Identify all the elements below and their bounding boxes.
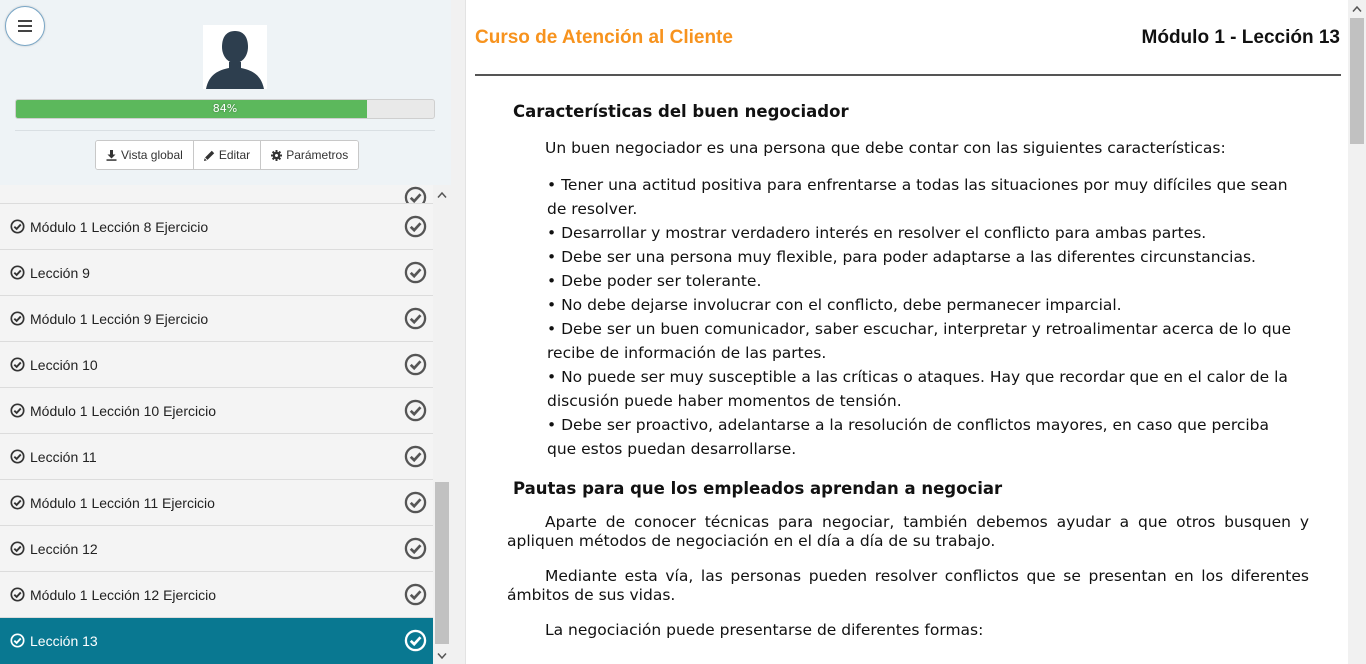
lesson-item-label: Lección 10 (30, 356, 98, 373)
header-separator (15, 130, 435, 131)
completed-check-icon (404, 629, 427, 652)
check-circle-icon (10, 633, 25, 648)
check-circle-icon (10, 449, 25, 464)
sidebar-scrollbar-thumb[interactable] (435, 482, 449, 644)
sidebar-button-group (95, 140, 359, 170)
characteristic-item: • Debe ser proactivo, adelantarse a la resolución de conflictos mayores, en caso que perciba que estos puedan desarrollarse. (547, 416, 1270, 458)
title-rule (475, 74, 1341, 76)
course-title: Curso de Atención al Cliente (475, 27, 733, 48)
characteristic-item: • Desarrollar y mostrar verdadero interés en resolver el conflicto para ambas partes. (547, 224, 1207, 242)
lesson-item-label: Lección 12 (30, 540, 98, 557)
characteristic-item: • Debe poder ser tolerante. (547, 272, 762, 290)
completed-check-icon (404, 307, 427, 330)
progress-label: 84% (212, 102, 238, 115)
lesson-item[interactable] (0, 526, 433, 572)
completed-check-icon (404, 537, 427, 560)
check-circle-icon (10, 495, 25, 510)
overview-button-label: Vista global (121, 148, 183, 162)
completed-check-icon (404, 353, 427, 376)
check-circle-icon (10, 219, 25, 234)
sidebar (0, 0, 451, 664)
lesson-item[interactable] (0, 342, 433, 388)
module-lesson-title: Módulo 1 - Lección 13 (1141, 27, 1340, 48)
check-circle-icon (10, 265, 25, 280)
paragraph-2: Mediante esta vía, las personas pueden resolver conflictos que se presentan en los diferentes ámbitos de sus vidas. (507, 567, 1309, 604)
characteristic-item: • Tener una actitud positiva para enfrentarse a todas las situaciones por muy difíciles que sean de resolver. (547, 176, 1288, 218)
characteristic-item: • Debe ser una persona muy flexible, para poder adaptarse a las diferentes circunstancias. (547, 248, 1256, 266)
progress-bar (15, 99, 435, 119)
completed-check-icon (404, 215, 427, 238)
content-scrollbar[interactable] (1348, 0, 1366, 664)
lesson-item[interactable] (0, 388, 433, 434)
check-circle-icon (10, 541, 25, 556)
edit-button-label: Editar (218, 148, 251, 162)
sidebar-scrollbar[interactable] (433, 185, 451, 664)
completed-check-icon (404, 491, 427, 514)
check-circle-icon (10, 357, 25, 372)
lesson-item[interactable] (0, 480, 433, 526)
check-circle-icon (10, 188, 25, 203)
lesson-item-label: Módulo 1 Lección 10 Ejercicio (30, 402, 216, 419)
user-silhouette-icon (203, 25, 267, 89)
scroll-up-arrow-icon[interactable] (437, 191, 447, 199)
lesson-item[interactable] (0, 185, 433, 204)
lesson-item-label: Lección 9 (30, 264, 90, 281)
lesson-item-active[interactable] (0, 618, 433, 664)
lesson-body (507, 100, 1309, 658)
lesson-item-label: Lección 13 (30, 632, 98, 649)
check-circle-icon (10, 403, 25, 418)
gear-icon (271, 150, 282, 161)
paragraph: Aparte de conocer técnicas para negociar, también debemos ayudar a que otros busquen y apliquen métodos de negociación en el día a día de su trabajo. (507, 513, 1309, 550)
panel-divider (451, 0, 465, 664)
lesson-item-label: Módulo 1 Lección 12 Ejercicio (30, 586, 216, 603)
lesson-content-panel (465, 0, 1348, 664)
lesson-item-label: Módulo 1 Lección 9 Ejercicio (30, 310, 209, 327)
scroll-down-arrow-icon[interactable] (437, 652, 447, 660)
check-circle-icon (10, 311, 25, 326)
check-circle-icon (10, 587, 25, 602)
paragraph-3: La negociación puede presentarse de diferentes formas: (545, 621, 984, 639)
overview-button[interactable] (96, 141, 194, 169)
content-scroll-up-arrow-icon[interactable] (1352, 5, 1362, 13)
settings-button[interactable] (261, 141, 358, 169)
section-heading-2: Pautas para que los empleados aprendan a negociar (513, 479, 1003, 498)
lesson-item-label: Módulo 1 Lección 11 Ejercicio (30, 494, 215, 511)
section-heading: Características del buen negociador (513, 102, 849, 121)
avatar (203, 25, 267, 89)
content-scrollbar-thumb[interactable] (1350, 18, 1364, 144)
characteristic-item: • No debe dejarse involucrar con el conflicto, debe permanecer imparcial. (547, 296, 1122, 314)
characteristic-item: • Debe ser un buen comunicador, saber escuchar, interpretar y retroalimentar acerca de lo que recibe de información de las partes. (547, 320, 1292, 362)
completed-check-icon (404, 261, 427, 284)
hamburger-icon (17, 19, 33, 33)
lesson-item[interactable] (0, 434, 433, 480)
download-icon (106, 150, 117, 161)
intro-paragraph: Un buen negociador es una persona que debe contar con las siguientes características: (545, 139, 1226, 157)
completed-check-icon (404, 186, 427, 204)
pencil-icon (204, 150, 215, 161)
completed-check-icon (404, 399, 427, 422)
completed-check-icon (404, 583, 427, 606)
lesson-item[interactable] (0, 572, 433, 618)
lesson-item[interactable] (0, 204, 433, 250)
sidebar-header (0, 0, 451, 185)
completed-check-icon (404, 445, 427, 468)
lesson-item[interactable] (0, 296, 433, 342)
lesson-item[interactable] (0, 250, 433, 296)
edit-button[interactable] (194, 141, 261, 169)
characteristic-item: • No puede ser muy susceptible a las críticas o ataques. Hay que recordar que en el calor de la discusión puede haber momentos de tensión. (547, 368, 1288, 410)
lesson-item-label: Lección 11 (30, 448, 97, 465)
menu-toggle-button[interactable] (5, 6, 45, 46)
settings-button-label: Parámetros (286, 148, 349, 162)
lesson-item-label: Módulo 1 Lección 8 Ejercicio (30, 218, 209, 235)
characteristics-list (547, 173, 1297, 461)
lesson-list (0, 185, 433, 664)
